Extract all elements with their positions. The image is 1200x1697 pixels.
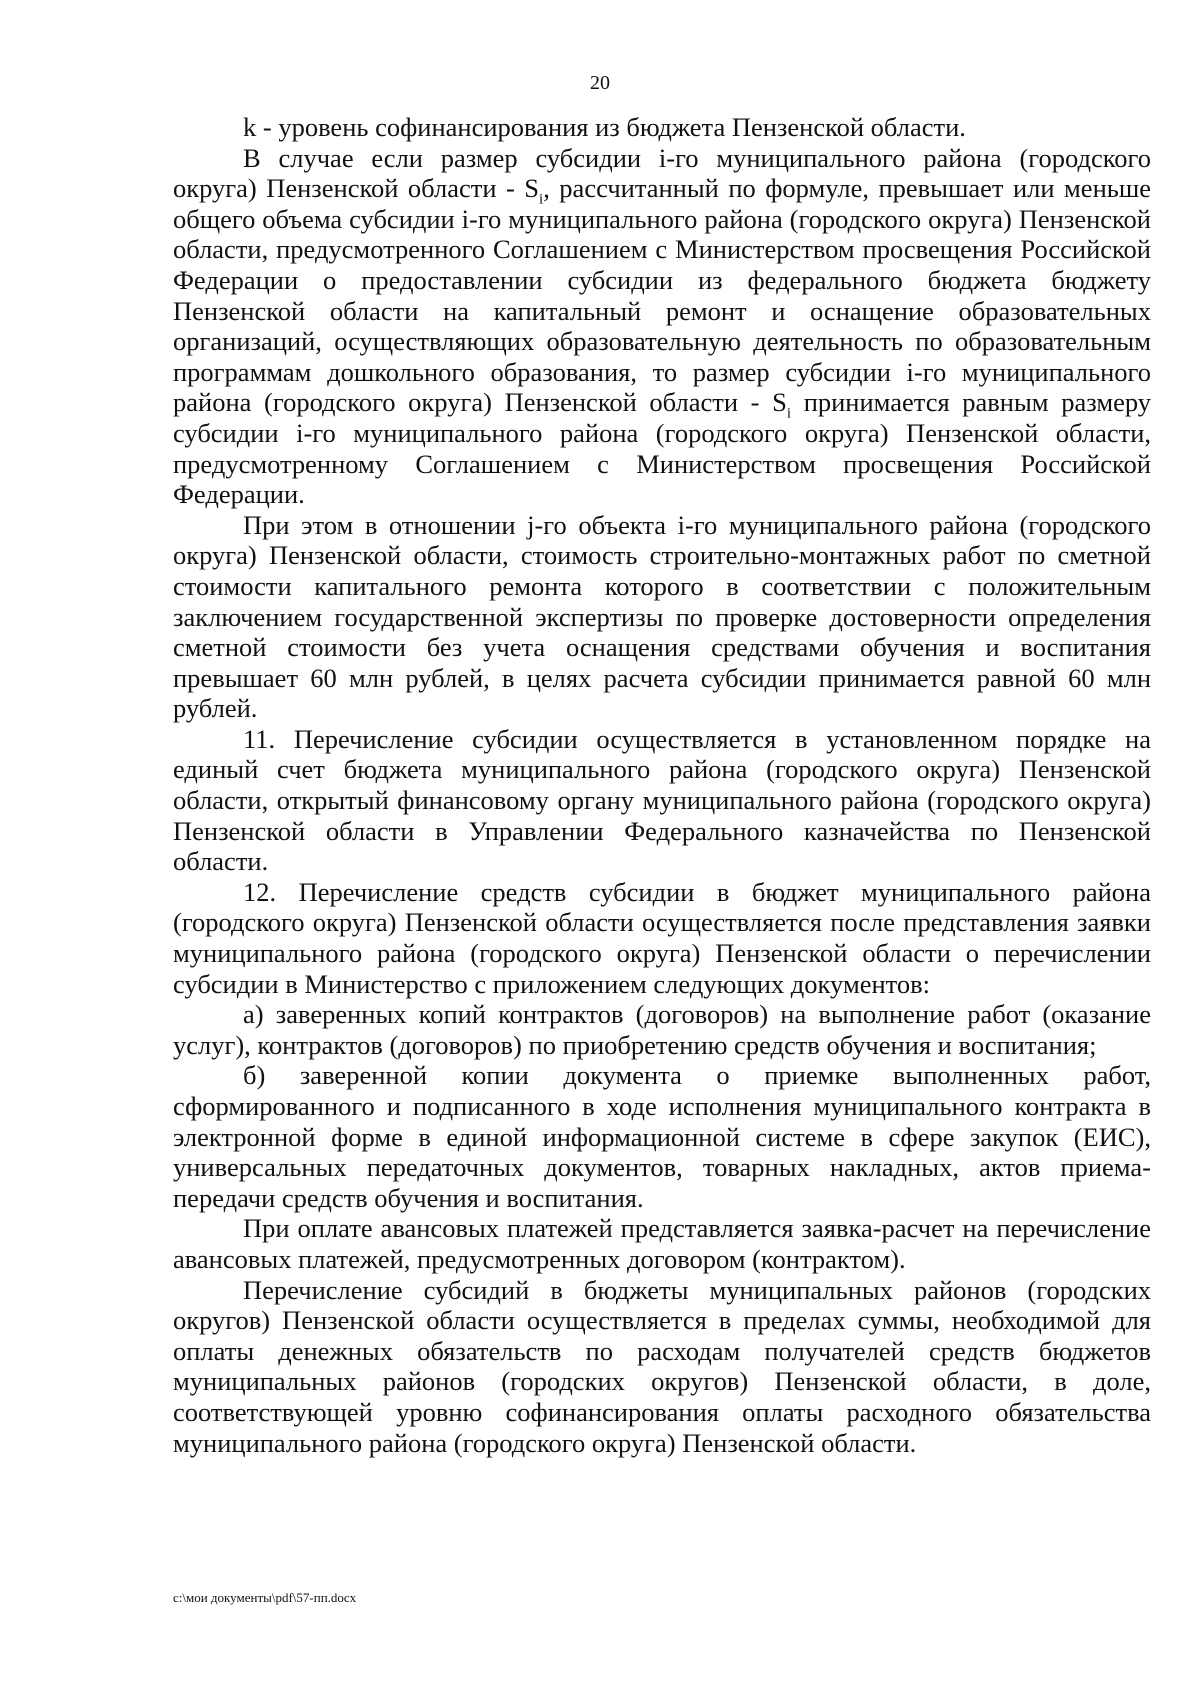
paragraph-item-a: а) заверенных копий контрактов (договоров) на выполнение работ (оказание услуг), контрактов (договоров) по приобретению средств обучения и воспитания; bbox=[173, 999, 1151, 1060]
paragraph-12-transfer-conditions: 12. Перечисление средств субсидии в бюджет муниципального района (городского округа) Пензенской области осуществляется после представления заявки муниципального района (городского округа) Пензенской области о перечислении субсидии в Министерство с приложением следующих документов: bbox=[173, 876, 1151, 999]
document-body bbox=[173, 112, 1151, 1458]
paragraph-subsidy-size-adjustment: В случае если размер субсидии i-го муниципального района (городского округа) Пензенской области - $S_i$, рассчитанный по формуле, превышает или меньше общего объема субсидии i-го муниципального района (городского округа) Пензенской области, предусмотренного Соглашением с Министерством просвещения Российской Федерации о предоставлении субсидии из федерального бюджета бюджету Пензенской области на капитальный ремонт и оснащение образовательных организаций, осуществляющих образовательную деятельность по образовательным программам дошкольного образования, то размер субсидии i-го муниципального района (городского округа) Пензенской области - $S_i$ принимается равным размеру субсидии i-го муниципального района (городского округа) Пензенской области, предусмотренному Соглашением с Министерством просвещения Российской Федерации. bbox=[173, 142, 1152, 510]
paragraph-item-b: б) заверенной копии документа о приемке выполненных работ, сформированного и подписанного в ходе исполнения муниципального контракта в электронной форме в единой информационной системе в сфере закупок (ЕИС), универсальных передаточных документов, товарных накладных, актов приема-передачи средств обучения и воспитания. bbox=[173, 1060, 1151, 1213]
paragraph-k-definition: k - уровень софинансирования из бюджета Пензенской области. bbox=[243, 112, 966, 142]
footer-file-path: c:\мои документы\pdf\57-пп.docx bbox=[173, 1590, 357, 1605]
paragraph-transfer-limits: Перечисление субсидий в бюджеты муниципальных районов (городских округов) Пензенской области осуществляется в пределах суммы, необходимой для оплаты денежных обязательств по расходам получателей средств бюджетов муниципальных районов (городских округов) Пензенской области, в доле, соответствующей уровню софинансирования оплаты расходного обязательства муниципального района (городского округа) Пензенской области. bbox=[173, 1274, 1151, 1458]
paragraph-object-cost-limit: При этом в отношении j-го объекта i-го муниципального района (городского округа) Пензенской области, стоимость строительно-монтажных работ по сметной стоимости капитального ремонта которого в соответствии с положительным заключением государственной экспертизы по проверке достоверности определения сметной стоимости без учета оснащения средствами обучения и воспитания превышает 60 млн рублей, в целях расчета субсидии принимается равной 60 млн рублей. bbox=[173, 509, 1151, 724]
page-number: 20 bbox=[590, 72, 610, 94]
paragraph-advance-payments: При оплате авансовых платежей представляется заявка-расчет на перечисление авансовых платежей, предусмотренных договором (контрактом). bbox=[173, 1213, 1151, 1274]
paragraph-11-transfer: 11. Перечисление субсидии осуществляется в установленном порядке на единый счет бюджета муниципального района (городского округа) Пензенской области, открытый финансовому органу муниципального района (городского округа) Пензенской области в Управлении Федерального казначейства по Пензенской области. bbox=[173, 723, 1151, 877]
